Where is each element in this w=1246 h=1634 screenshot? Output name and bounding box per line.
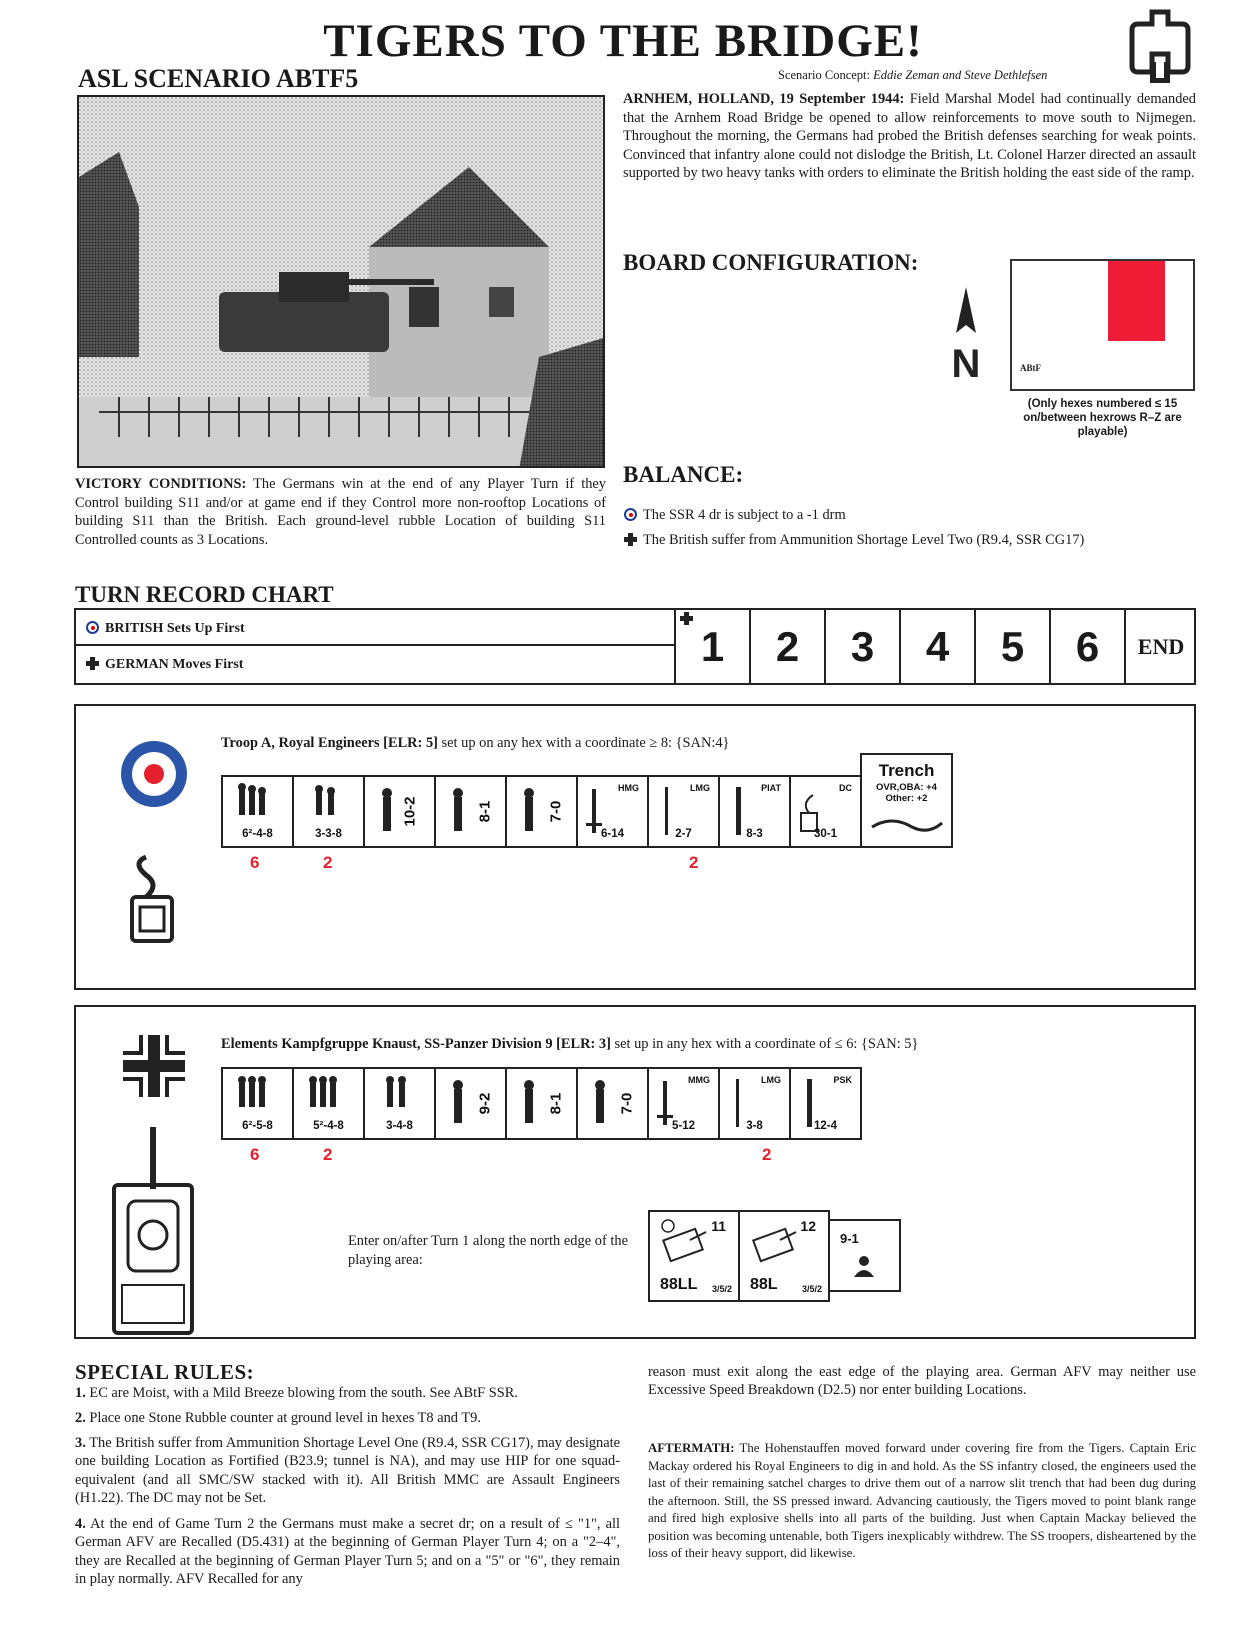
counter-strength: 6²-4-8 <box>242 828 273 840</box>
german-psk-counter <box>789 1067 862 1140</box>
playable-area <box>1108 261 1165 341</box>
special-rule-1 <box>75 1384 620 1402</box>
leader-figure-icon <box>507 1069 576 1138</box>
squad-figures-icon <box>294 1069 363 1119</box>
tank-gun: 88LL <box>660 1276 698 1293</box>
german-halfsquad-counter <box>363 1067 436 1140</box>
german-armor-leader-counter <box>828 1219 901 1292</box>
german-leader-counter-3 <box>576 1067 649 1140</box>
rule-text: At the end of Game Turn 2 the Germans must make a secret dr; on a result of ≤ "1", all German AFV are Recalled (D5.431) at the beginning of German Player Turn 4; on a "2–4", they are Recalled at the beginning of German Player Turn 5; and on a "5" or "6", they remain in play normally. AFV Recalled for any <box>75 1516 620 1587</box>
victory-label: VICTORY CONDITIONS: <box>75 476 247 492</box>
board-map-label: ABtF <box>1020 363 1041 373</box>
british-squad-qty: 6 <box>250 853 260 872</box>
turn-cell-3: 3 <box>824 608 899 685</box>
balance-heading: BALANCE: <box>623 462 744 487</box>
publisher-logo-icon <box>1128 8 1192 88</box>
british-setup-label: BRITISH Sets Up First <box>105 621 245 636</box>
concept-authors: Eddie Zeman and Steve Dethlefsen <box>873 68 1048 82</box>
photo-image <box>79 97 605 468</box>
rule-text: The British suffer from Ammunition Shortage Level One (R9.4, SSR CG17), may designate one building Location as Fortified (B23.9; tunnel is NA), and may use HIP for one squad-equivalent (and all SMC/SW stacked with it). All British MMC are Assault Engineers (H1.22). The DC may not be Set. <box>75 1435 621 1506</box>
counter-strength: 12-4 <box>813 1120 838 1132</box>
tank-armor: 3/5/2 <box>711 1284 732 1294</box>
tiger-tank-counter-1 <box>648 1210 740 1302</box>
turn-record-chart <box>74 608 1196 685</box>
counter-strength: 3-4-8 <box>386 1120 413 1132</box>
halfsquad-figures-icon <box>365 1069 434 1119</box>
british-force-line <box>221 735 729 752</box>
counter-strength: 8-1 <box>476 800 494 823</box>
british-leader-counter-2 <box>434 775 507 848</box>
turn-cell-1 <box>674 608 749 685</box>
counter-strength: 8-1 <box>547 1092 565 1115</box>
turn-record-heading: TURN RECORD CHART <box>75 582 334 607</box>
turn-cell-5: 5 <box>974 608 1049 685</box>
tank-movement: 11 <box>711 1218 726 1234</box>
scenario-title: TIGERS TO THE BRIDGE! <box>323 15 923 67</box>
counter-strength: 6-14 <box>600 828 625 840</box>
british-hmg-counter <box>576 775 649 848</box>
squad-figures-icon <box>223 1069 292 1119</box>
counter-strength: 9-2 <box>476 1092 494 1115</box>
counter-strength: 8-3 <box>746 828 763 840</box>
german-squad-counter <box>292 1067 365 1140</box>
balance-german <box>624 532 1084 549</box>
armor-leader-figure-icon <box>830 1221 899 1290</box>
special-rule-2 <box>75 1409 620 1427</box>
rule-text: Place one Stone Rubble counter at ground level in hexes T8 and T9. <box>89 1410 481 1426</box>
counter-type: PSK <box>833 1075 852 1085</box>
trench-icon <box>862 755 951 846</box>
balance-german-text: The British suffer from Ammunition Shortage Level Two (R9.4, SSR CG17) <box>643 532 1085 548</box>
leader-figure-icon <box>578 1069 647 1138</box>
rule-text: EC are Moist, with a Mild Breeze blowing from the south. See ABtF SSR. <box>89 1385 518 1401</box>
german-lmg-counter <box>718 1067 791 1140</box>
counter-strength: 5²-4-8 <box>313 1120 344 1132</box>
scenario-concept <box>778 68 1047 83</box>
counter-strength: 7-0 <box>618 1092 636 1115</box>
counter-strength: 5-12 <box>671 1120 696 1132</box>
british-counter-strip <box>221 761 953 848</box>
turn-cell-end: END <box>1124 608 1196 685</box>
british-leader-counter-1 <box>363 775 436 848</box>
british-lmg-qty: 2 <box>689 853 699 872</box>
german-elite-squad-counter <box>221 1067 294 1140</box>
german-mmg-counter <box>647 1067 720 1140</box>
rule-number: 3. <box>75 1435 86 1451</box>
balance-british-text: The SSR 4 dr is subject to a -1 drm <box>643 507 846 523</box>
aftermath-label: AFTERMATH: <box>648 1441 735 1455</box>
german-leader-counter-1 <box>434 1067 507 1140</box>
rule-number: 1. <box>75 1385 86 1401</box>
reinforcement-entry-text: Enter on/after Turn 1 along the north edge of the playing area: <box>348 1233 628 1268</box>
british-piat-counter <box>718 775 791 848</box>
british-roundel-icon <box>86 621 99 634</box>
leader-figure-icon <box>436 1069 505 1138</box>
counter-type: PIAT <box>761 783 781 793</box>
counter-type: MMG <box>688 1075 710 1085</box>
british-lmg-counter <box>647 775 720 848</box>
north-arrow-icon <box>944 285 988 380</box>
british-roundel-icon <box>624 508 637 521</box>
german-move-label: GERMAN Moves First <box>105 657 244 672</box>
trench-counter <box>860 753 953 848</box>
historical-photo <box>77 95 605 468</box>
british-dc-counter <box>789 775 862 848</box>
special-rules-heading: SPECIAL RULES: <box>75 1360 255 1384</box>
counter-type: DC <box>839 783 852 793</box>
turn-record-british-row <box>76 610 674 646</box>
balance-british <box>624 507 846 524</box>
german-unit-name: Elements Kampfgruppe Knaust, SS-Panzer Division 9 [ELR: 3] <box>221 1036 611 1052</box>
scenario-id: ASL SCENARIO ABTF5 <box>78 64 359 93</box>
board-note: (Only hexes numbered ≤ 15 on/between hexrows R–Z are playable) <box>1023 398 1182 438</box>
tank-armor: 3/5/2 <box>801 1284 822 1294</box>
turn-number: 1 <box>700 623 725 670</box>
german-leader-counter-2 <box>505 1067 578 1140</box>
tiger-tank-counter-2 <box>738 1210 830 1302</box>
special-rule-4 <box>75 1515 620 1588</box>
british-nationality-icon <box>128 853 178 945</box>
british-setup: set up on any hex with a coordinate ≥ 8: {SAN:4} <box>441 735 730 751</box>
british-roundel-icon <box>120 740 188 808</box>
german-squad-qty: 2 <box>323 1145 333 1164</box>
counter-type: HMG <box>618 783 639 793</box>
trench-name: Trench <box>878 761 935 780</box>
halfsquad-figures-icon <box>294 777 363 827</box>
german-setup: set up in any hex with a coordinate of ≤ 6: {SAN: 5} <box>614 1036 919 1052</box>
counter-type: LMG <box>690 783 710 793</box>
rule-number: 4. <box>75 1516 86 1532</box>
victory-conditions <box>75 475 606 549</box>
armor-leader-rating: 9-1 <box>840 1231 859 1246</box>
counter-strength: 2-7 <box>675 828 692 840</box>
turn-cell-6: 6 <box>1049 608 1124 685</box>
historical-intro <box>623 90 1196 183</box>
board-configuration-heading: BOARD CONFIGURATION: <box>623 250 919 275</box>
concept-label: Scenario Concept: <box>778 68 870 82</box>
leader-figure-icon <box>365 777 434 846</box>
german-cross-icon <box>624 533 637 546</box>
german-force-line <box>221 1036 918 1053</box>
german-lmg-qty: 2 <box>762 1145 772 1164</box>
german-counter-strip <box>221 1067 862 1140</box>
board-map <box>1010 259 1195 391</box>
german-turn-marker-icon <box>680 612 693 625</box>
counter-strength: 30-1 <box>813 828 838 840</box>
rule-number: 2. <box>75 1410 86 1426</box>
turn-record-german-row <box>76 647 674 683</box>
leader-figure-icon <box>436 777 505 846</box>
counter-strength: 7-0 <box>547 800 565 823</box>
german-cross-icon <box>86 657 99 670</box>
german-balkenkreuz-icon <box>123 1035 185 1097</box>
german-forces-panel <box>74 1005 1196 1339</box>
british-unit-name: Troop A, Royal Engineers [ELR: 5] <box>221 735 438 751</box>
squad-figures-icon <box>223 777 292 827</box>
aftermath <box>648 1440 1196 1563</box>
counter-strength: 3-3-8 <box>315 828 342 840</box>
british-leader-counter-3 <box>505 775 578 848</box>
british-squad-counter <box>221 775 294 848</box>
leader-figure-icon <box>507 777 576 846</box>
german-reinforcement-strip <box>648 1210 901 1302</box>
tank-movement: 12 <box>800 1218 816 1234</box>
tank-gun: 88L <box>750 1276 778 1293</box>
victory-text: The Germans win at the end of any Player Turn if they Control building S11 and/or at game end if they Control more non-rooftop Locations of building S11 than the British. Each ground-level rubble Location of building S11 Controlled counts as 3 Locations. <box>75 476 606 548</box>
intro-location-date: ARNHEM, HOLLAND, 19 September 1944: <box>623 91 905 107</box>
turn-cell-4: 4 <box>899 608 974 685</box>
british-halfsquad-qty: 2 <box>323 853 333 872</box>
tiger-tank-icon <box>108 1125 198 1337</box>
north-label: N <box>951 342 981 380</box>
counter-strength: 10-2 <box>401 796 419 827</box>
counter-strength: 3-8 <box>746 1120 763 1132</box>
trench-modifier-1: OVR,OBA: +4 <box>876 782 937 793</box>
special-rule-4-continued: reason must exit along the east edge of the playing area. German AFV may neither use Excessive Speed Breakdown (D2.5) nor enter building Locations. <box>648 1364 1196 1399</box>
intro-text: Field Marshal Model had continually demanded that the Arnhem Road Bridge be opened to allow reinforcements to move south to Nijmegen. Throughout the morning, the Germans had probed the British defenses searching for weak points. Convinced that infantry alone could not dislodge the British, Lt. Colonel Harzer directed an assault supported by two heavy tanks with orders to eliminate the British holding the east side of the ramp. <box>623 91 1196 181</box>
special-rule-3 <box>75 1434 620 1507</box>
turn-cell-2: 2 <box>749 608 824 685</box>
german-elite-squad-qty: 6 <box>250 1145 260 1164</box>
trench-modifier-2: Other: +2 <box>885 793 928 804</box>
aftermath-text: The Hohenstauffen moved forward under covering fire from the Tigers. Captain Eric Mackay ordered his Royal Engineers to dig in and hold. As the SS infantry closed, the engineers used the last of their remaining satchel charges to drive them out of a narrow slit trench that had been dug during the afternoon. Still, the SS pressed inward. Advancing cautiously, the Tigers moved to point blank range and fired high explosive shells into all parts of the building. Just when Captain Mackay believed the position was becoming untenable, both Tigers inexplicably withdrew. The SS troopers, disheartened by the loss of their heavy support, did likewise. <box>648 1441 1196 1560</box>
counter-type: LMG <box>761 1075 781 1085</box>
counter-strength: 6²-5-8 <box>242 1120 273 1132</box>
british-halfsquad-counter <box>292 775 365 848</box>
